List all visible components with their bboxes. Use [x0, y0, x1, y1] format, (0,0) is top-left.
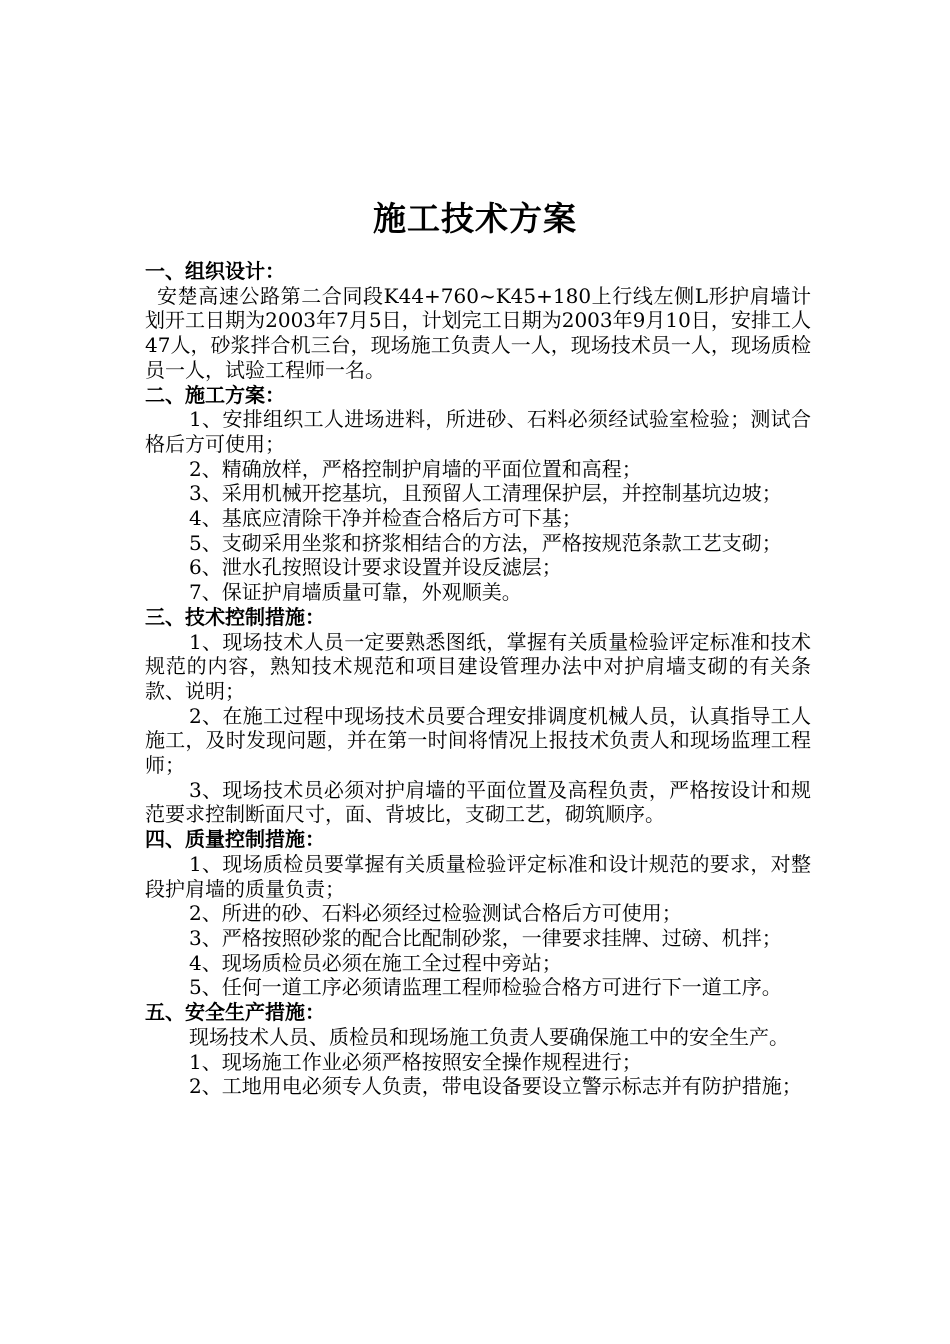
paragraph: 7、保证护肩墙质量可靠，外观顺美。 [189, 580, 522, 605]
paragraph: 4、现场质检员必须在施工全过程中旁站； [189, 950, 562, 975]
document-title: 施工技术方案 [373, 199, 577, 238]
paragraph: 现场技术人员、质检员和现场施工负责人要确保施工中的安全生产。 [189, 1024, 789, 1049]
paragraph: 1、安排组织工人进场进料，所进砂、石料必须经试验室检验；测试合格后方可使用； [145, 407, 811, 456]
paragraph: 6、泄水孔按照设计要求设置并设反滤层； [189, 555, 562, 580]
section-heading: 二、施工方案： [145, 382, 285, 407]
paragraph: 3、现场技术员必须对护肩墙的平面位置及高程负责，严格按设计和规范要求控制断面尺寸，面、背坡比，支砌工艺，砌筑顺序。 [145, 777, 811, 827]
paragraph: 1、现场技术人员一定要熟悉图纸，掌握有关质量检验评定标准和技术规范的内容，熟知技术规范和项目建设管理办法中对护肩墙支砌的有关条款、说明； [145, 629, 811, 703]
section-heading: 三、技术控制措施： [145, 604, 325, 629]
paragraph: 安楚高速公路第二合同段K44+760~K45+180上行线左侧L形护肩墙计划开工日期为2003年7月5日，计划完工日期为2003年9月10日，安排工人47人，砂浆拌合机三台，现场施工负责人一人，现场技术员一人，现场质检员一人，试验工程师一名。 [145, 283, 811, 382]
document-body [145, 259, 811, 1099]
paragraph: 1、现场施工作业必须严格按照安全操作规程进行； [189, 1049, 642, 1074]
paragraph: 4、基底应清除干净并检查合格后方可下基； [189, 506, 582, 531]
paragraph: 2、工地用电必须专人负责，带电设备要设立警示标志并有防护措施； [189, 1074, 802, 1099]
paragraph: 2、精确放样，严格控制护肩墙的平面位置和高程； [189, 456, 642, 481]
section-heading: 五、安全生产措施： [145, 1000, 325, 1025]
paragraph: 2、所进的砂、石料必须经过检验测试合格后方可使用； [189, 901, 682, 926]
section-heading: 一、组织设计： [145, 259, 285, 283]
paragraph: 3、严格按照砂浆的配合比配制砂浆，一律要求挂牌、过磅、机拌； [189, 925, 782, 950]
paragraph: 5、支砌采用坐浆和挤浆相结合的方法，严格按规范条款工艺支砌； [189, 530, 782, 555]
paragraph: 5、任何一道工序必须请监理工程师检验合格方可进行下一道工序。 [189, 975, 782, 1000]
paragraph: 1、现场质检员要掌握有关质量检验评定标准和设计规范的要求，对整段护肩墙的质量负责； [145, 851, 811, 901]
section-heading: 四、质量控制措施： [145, 827, 325, 852]
paragraph: 2、在施工过程中现场技术员要合理安排调度机械人员，认真指导工人施工，及时发现问题，并在第一时间将情况上报技术负责人和现场监理工程师； [145, 703, 811, 778]
paragraph: 3、采用机械开挖基坑，且预留人工清理保护层，并控制基坑边坡； [189, 481, 782, 506]
